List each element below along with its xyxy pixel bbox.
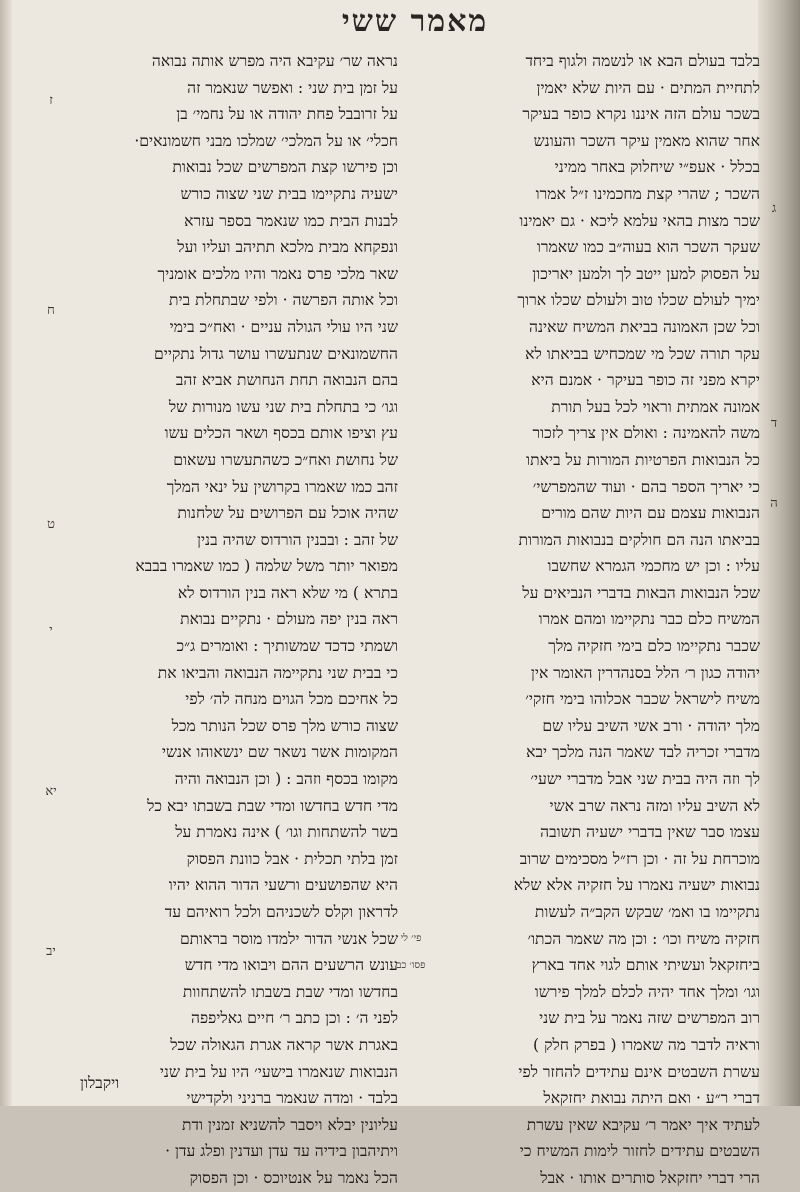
text-line: על זמן בית שני : ואפשר שנאמר זה (187, 78, 398, 97)
text-line: אחר שהוא מאמין עיקר השכר והעונש (533, 131, 760, 150)
text-line: לך וזה היה בבית שני אבל מדברי ישעי׳ (530, 770, 760, 789)
text-line: יהודה כגון ר׳ הלל בסנהדרין האומר אין (530, 663, 760, 682)
text-line: בשכר עולם הזה איננו נקרא כופר בעיקר (522, 105, 760, 124)
verse-number: ה (770, 496, 778, 511)
text-line: בשר להשתחות וגו׳ ) אינה נאמרת על (175, 823, 398, 842)
text-line: שכבר נתקיימו כלם בימי חזקיה מלך (548, 637, 760, 656)
margin-note: פסו׳ כב (396, 960, 426, 971)
verse-number: י (49, 623, 53, 638)
text-line: בהם הנבואה תחת הנחושת אביא זהב (175, 371, 398, 390)
text-line: חזקיה משיח וכו׳ : וכן מה שאמר הכתו׳ (527, 929, 760, 948)
verse-number: ג (771, 201, 777, 216)
catchword: ויקבלון (80, 1074, 120, 1092)
text-line: של זהב : ובבנין הורדוס שהיה בנין (196, 530, 398, 549)
text-line: של נחושת ואח״כ כשהתעשרו עשאום (173, 450, 398, 469)
text-line: שכל אנשי הדור ילמדו מוסר בראותם (179, 929, 398, 948)
text-line: לבנות הבית כמו שנאמר בספר עזרא (184, 211, 398, 230)
text-line: מפואר יותר משל שלמה ( כמו שאמרו בבבא (135, 557, 398, 576)
verse-number: יא (45, 784, 57, 799)
text-line: משה להאמינה : ואולם אין צריך לזכור (532, 424, 760, 443)
text-line: עונש הרשעים ההם ויבואו מדי חדש (184, 956, 398, 975)
text-line: שני היו עולי הגולה עניים · ואח״כ בימי (169, 317, 398, 336)
text-line: לדראון וקלס לשכניהם ולכל רואיהם עד (164, 903, 398, 921)
text-line: ביחזקאל ועשיתי אותם לגוי אחד בארץ (531, 956, 760, 975)
text-line: ישעיה נתקיימו בבית שני שצוה כורש (180, 184, 398, 203)
verse-number: ח (47, 303, 55, 318)
text-line: שהיה אוכל עם הפרושים על שלחנות (177, 504, 398, 523)
margin-note: פי׳ לי (400, 933, 422, 944)
text-line: זמן בלתי תכלית · אבל כוונת הפסוק (186, 849, 398, 868)
text-line: מוכרחת על זה · וכן רז״ל מסכימים שרוב (519, 849, 760, 868)
text-line: וכל אותה הפרשה · ולפי שבתחלת בית (169, 291, 398, 310)
text-line: יקרא מפני זה כופר בעיקר · אמנם היא (531, 371, 760, 390)
text-line: משיח לישראל שכבר אכלוהו בימי חזקי׳ (525, 690, 760, 709)
text-line: וגו׳ ומלך אחד יהיה לכלם למלך פירשו (534, 982, 760, 1001)
text-line: ימיך לעולם שכלו טוב ולעולם שכלו ארוך (517, 291, 760, 310)
text-line: המקומות אשר נשאר שם ינשאוהו אנשי (161, 743, 398, 762)
text-line: בלבד · ומדה שנאמר ברניני ולקדישי (186, 1089, 398, 1108)
text-line: עליונין יבלא ויסבר להשניא זמנין ודת (181, 1115, 398, 1134)
text-line: על זרובבל פחת יהודה או על נחמי׳ בן (176, 105, 398, 124)
text-line: הכל נאמר על אנטיוכס · וכן הפסוק (189, 1168, 398, 1187)
text-line: נראה שר׳ עקיבא היה מפרש אותה נבואה (151, 52, 398, 70)
text-line: שעקר השכר הוא בעוה״ב כמו שאמרו (536, 238, 760, 257)
text-line: עצמו סבר שאין בדברי ישעיה תשובה (540, 823, 760, 842)
text-line: וראיה לדבר מה שאמרו ( בפרק חלק ) (533, 1035, 760, 1054)
text-line: וכן פירשו קצת המפרשים שכל נבואות (172, 158, 398, 177)
text-line: מלך יהודה · ורב אשי השיב עליו שם (542, 716, 760, 735)
text-line: הנבואות שנאמרו בישעי׳ היו על בית שני (159, 1062, 398, 1081)
verse-number: ד (770, 416, 778, 431)
text-line: לא השיב עליו ומזה נראה שרב אשי (549, 796, 760, 815)
text-line: חכלי׳ או על המלכי׳ שמלכו מבני חשמונאים· (134, 131, 398, 150)
text-line: נבואות ישעיה נאמרו על חזקיה אלא שלא (513, 876, 760, 895)
text-line: ראה בנין יפה מעולם · נתקיים נבואת (180, 610, 398, 629)
verse-number: ז (49, 93, 53, 108)
left-text-column (60, 48, 398, 1187)
text-line: רוב המפרשים שזה נאמר על בית שני (539, 1009, 760, 1028)
text-line: שכר מצות בהאי עלמא ליכא · גם יאמינו (519, 211, 760, 230)
text-line: עקר תורה שכל מי שמכחיש בביאתו לא (525, 344, 760, 363)
text-line: הרי דברי יחזקאל סותרים אותו · אבל (540, 1168, 760, 1187)
text-line: בלבד בעולם הבא או לנשמה ולגוף ביחד (525, 52, 760, 70)
text-line: זהב כמו שאמרו בקרושין על ינאי המלך (166, 477, 398, 496)
text-line: כי יאריך הספר בהם · ועוד שהמפרשי׳ (532, 477, 760, 496)
text-line: השכר ; שהרי קצת מחכמינו ז״ל אמרו (535, 184, 760, 203)
text-line: החשמונאים שנתעשרו עושר גדול נתקיים (154, 344, 398, 363)
text-line: לתחיית המתים · עם היות שלא יאמין (536, 78, 760, 97)
text-line: מקומו בכסף וזהב : ( וכן הנבואה והיה (174, 770, 398, 789)
text-line: ויתיהבון בידיה עד עדן ועדנין ופלג עדן · (165, 1142, 398, 1161)
text-line: ושמתי כדכד שמשותיך : ואומרים ג״כ (176, 637, 398, 656)
text-line: היא שהפושעים ורשעי הדור ההוא יהיו (168, 876, 398, 895)
text-line: אמונה אמתית וראוי לכל בעל תורת (551, 397, 760, 416)
text-line: עץ וציפו אותם בכסף ושאר הכלים עשו (164, 424, 398, 443)
text-line: בחדשו ומדי שבת בשבתו להשתחוות (182, 982, 398, 1001)
text-line: שצוה כורש מלך פרס שכל הנותר מכל (171, 716, 398, 735)
text-line: וכל שכן האמונה בביאת המשיח שאינה (528, 317, 760, 336)
text-line: כי בבית שני נתקיימה הנבואה והביאו את (157, 663, 398, 682)
text-line: בתרא ) מי שלא ראה בנין הורדוס לא (177, 583, 398, 602)
text-line: על הפסוק למען ייטב לך ולמען יאריכון (532, 264, 760, 283)
text-line: השבטים עתידים לחזור לימות המשיח כי (519, 1142, 760, 1161)
text-line: שאר מלכי פרס נאמר והיו מלכים אומניך (157, 264, 398, 283)
text-line: עליו : וכן יש מחכמי הגמרא שחשבו (547, 557, 760, 576)
text-line: לעתיד איך יאמר ר׳ עקיבא שאין עשרת (526, 1115, 760, 1134)
verse-number: ט (47, 517, 55, 532)
text-line: כל הנבואות הפרטיות המורות על ביאתו (526, 450, 760, 469)
running-header: מאמר ששי (341, 4, 489, 39)
text-line: עשרת השבטים אינם עתידים להחזר לפי (518, 1062, 760, 1081)
text-line: דברי ר״ע · ואם היתה נבואת יחזקאל (543, 1089, 760, 1108)
text-line: מדי חדש בחדשו ומדי שבת בשבתו יבא כל (147, 796, 398, 815)
text-line: וגו׳ כי בתחלת בית שני עשו מנורות של (168, 397, 398, 416)
text-line: באגרת אשר קראה אגרת הגאולה שכל (170, 1035, 398, 1054)
text-line: הנבואות עצמם עם היות שהם מורים (541, 504, 760, 523)
text-line: נתקיימו בו ואמ׳ שבקש הקב״ה לעשות (534, 903, 760, 921)
text-line: לפני ה׳ : וכן כתב ר׳ חיים גאליפפה (191, 1009, 398, 1028)
right-text-column (422, 48, 760, 1187)
verse-number: יב (46, 944, 56, 959)
text-line: בכלל · אעפ״י שיחלוק באחר ממיני (554, 158, 760, 177)
text-line: כל אחיכם מכל הגוים מנחה לה׳ לפי (185, 690, 398, 709)
page-left-edge (0, 0, 12, 1106)
page-right-edge (758, 0, 800, 1106)
text-line: מדברי זכריה לבד שאמר הנה מלכך יבא (526, 743, 760, 762)
text-line: ונפקחא מבית מלכא תתיהב ועליו ועל (177, 238, 398, 257)
text-line: המשיח כלם כבר נתקיימו ומהם אמרו (538, 610, 760, 629)
text-line: בביאתו הנה הם חולקים בנבואות המורות (518, 530, 760, 549)
text-line: שכל הנבואות הבאות בדברי הנביאים על (522, 583, 760, 602)
